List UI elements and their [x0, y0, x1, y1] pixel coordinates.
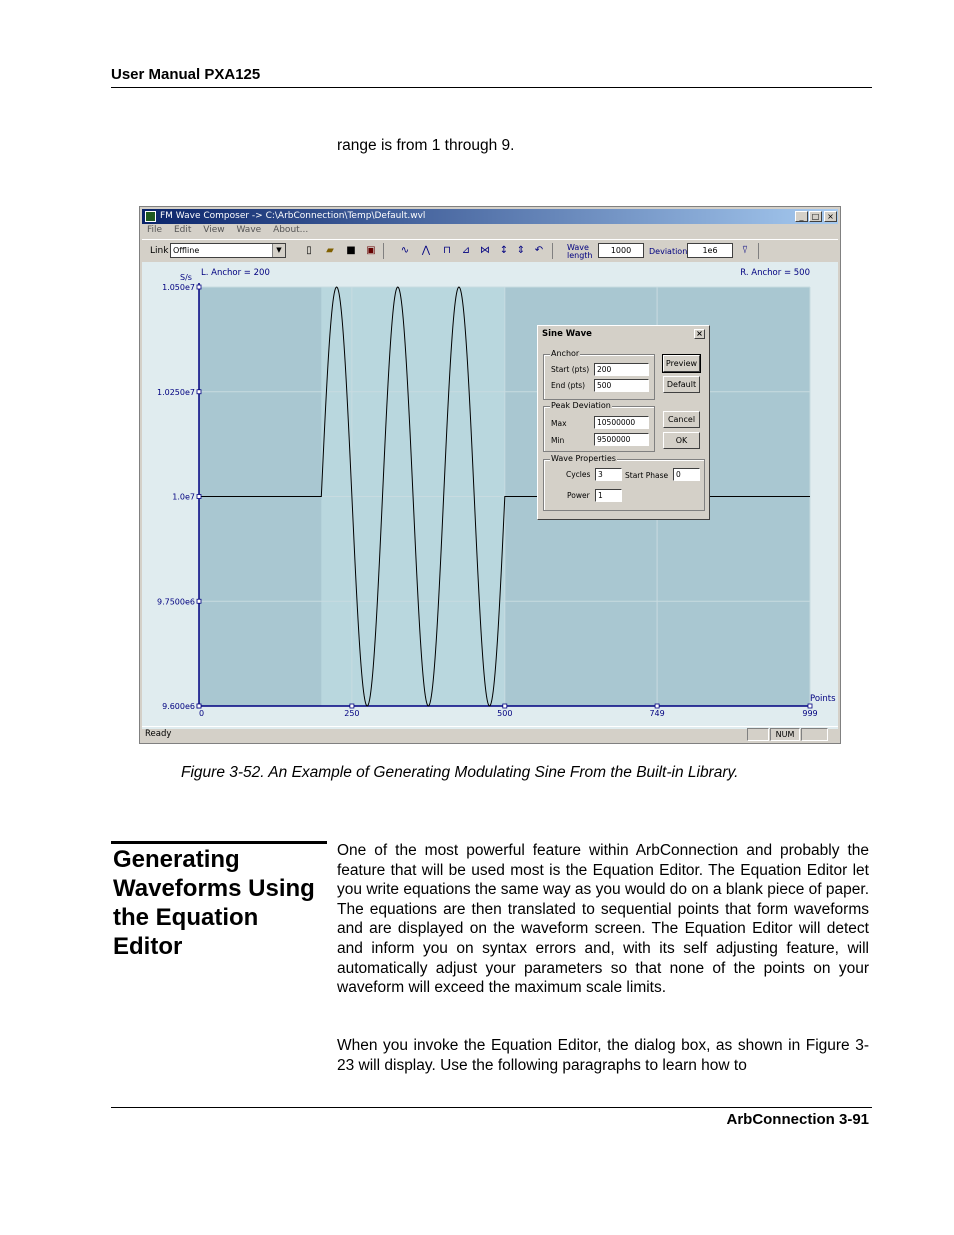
wave-properties-group: [543, 454, 705, 511]
wave-length-label-line1: Wave: [567, 243, 589, 252]
wave-length-input[interactable]: 1000: [598, 243, 644, 258]
anchor-group: [543, 349, 655, 400]
toolbar-separator: [383, 243, 384, 259]
x-tick-marker: [503, 704, 507, 708]
status-ready: Ready: [145, 729, 172, 739]
cycles-input[interactable]: 3: [595, 468, 622, 481]
status-num: NUM: [770, 728, 800, 741]
power-label: Power: [567, 491, 590, 500]
default-button[interactable]: Default: [663, 376, 700, 393]
start-label: Start (pts): [551, 365, 590, 374]
x-tick-label: 0: [199, 709, 205, 718]
left-anchor-label: L. Anchor = 200: [201, 268, 270, 278]
min-input[interactable]: 9500000: [594, 433, 649, 446]
ok-button[interactable]: OK: [663, 432, 700, 449]
max-input[interactable]: 10500000: [594, 416, 649, 429]
end-input[interactable]: 500: [594, 379, 649, 392]
status-panel: [801, 728, 828, 741]
menu-file[interactable]: File: [147, 225, 163, 235]
dialog-close-icon[interactable]: ×: [694, 329, 705, 339]
x-axis-label: Points: [810, 694, 836, 704]
waveform-chart: [142, 262, 838, 729]
section-heading-rule: [111, 841, 327, 844]
anchor-group-label: Anchor: [551, 349, 580, 358]
toolbar: [142, 239, 838, 263]
preview-button[interactable]: Preview: [663, 355, 700, 372]
deviation-input[interactable]: 1e6: [687, 243, 733, 258]
title-bar: [142, 209, 838, 224]
y-tick-marker: [197, 495, 201, 499]
cancel-button[interactable]: Cancel: [663, 411, 700, 428]
dialog-title-bar: [540, 328, 707, 341]
menu-bar: [142, 225, 838, 238]
app-window-screenshot: [139, 206, 841, 744]
waveform-plot-area[interactable]: [142, 262, 838, 729]
paragraph-2: When you invoke the Equation Editor, the dialog box, as shown in Figure 3-23 will display. Use the following paragraphs to learn how to: [337, 1037, 869, 1074]
x-tick-marker: [655, 704, 659, 708]
start-input[interactable]: 200: [594, 363, 649, 376]
dialog-title: Sine Wave: [542, 329, 592, 339]
link-select-value: Offline: [173, 246, 200, 255]
ramp-wave-icon[interactable]: ⊿: [461, 245, 471, 256]
save-as-icon[interactable]: ▣: [366, 245, 376, 256]
right-anchor-label: R. Anchor = 500: [740, 268, 810, 278]
open-folder-icon[interactable]: ▰: [326, 245, 334, 256]
toolbar-separator: [552, 243, 553, 259]
apply-icon[interactable]: ⍢: [742, 245, 748, 256]
x-tick-marker: [808, 704, 812, 708]
menu-about[interactable]: About...: [273, 225, 309, 235]
menu-edit[interactable]: Edit: [173, 225, 192, 235]
noise-wave-icon[interactable]: ⋈: [480, 245, 490, 256]
link-select[interactable]: [170, 243, 286, 258]
peak-deviation-group-label: Peak Deviation: [551, 401, 611, 410]
wave-length-label-line2: length: [567, 251, 593, 260]
minimize-icon[interactable]: _: [795, 211, 808, 222]
square-wave-icon[interactable]: ⊓: [443, 245, 451, 256]
menu-view[interactable]: View: [203, 225, 225, 235]
undo-icon[interactable]: ↶: [534, 245, 544, 256]
section-heading: Generating Waveforms Using the Equation Editor: [113, 846, 315, 960]
y-tick-marker: [197, 390, 201, 394]
intro-line: range is from 1 through 9.: [337, 137, 515, 154]
footer-rule: [111, 1107, 872, 1108]
deviation-label: Deviation: [649, 247, 688, 256]
new-file-icon[interactable]: ▯: [306, 245, 312, 256]
chevron-down-icon[interactable]: ▼: [272, 244, 285, 257]
scale-icon[interactable]: ⇕: [516, 245, 526, 256]
x-tick-label: 999: [802, 709, 818, 718]
sine-wave-dialog: [537, 325, 710, 520]
y-tick-label: 1.0e7: [172, 492, 195, 502]
end-label: End (pts): [551, 381, 586, 390]
x-tick-marker: [197, 704, 201, 708]
cycles-label: Cycles: [566, 470, 591, 479]
sine-wave-icon[interactable]: ∿: [400, 245, 410, 256]
page-header-title: User Manual PXA125: [111, 66, 261, 83]
status-panel: [747, 728, 769, 741]
start-phase-label: Start Phase: [625, 471, 669, 480]
status-bar: [142, 726, 838, 741]
power-input[interactable]: 1: [595, 489, 622, 502]
wave-length-label: [567, 244, 593, 260]
stretch-icon[interactable]: ↕: [499, 245, 509, 256]
toolbar-separator: [758, 243, 759, 259]
triangle-wave-icon[interactable]: ⋀: [421, 245, 431, 256]
y-tick-label: 9.600e6: [162, 702, 195, 711]
paragraph-1: One of the most powerful feature within ArbConnection and probably the feature that will be used most is the Equation Editor. The Equation Editor let you write equations the same way as you would do on a blank piece of paper. The equations are then translated to sequential points that form waveforms and are displayed on the waveform screen. The Equation Editor will detect and inform you on syntax errors and, with its self adjusting feature, will automatically adjust your parameters so that none of the points on your waveform will exceed the maximum scale limits.: [337, 842, 869, 997]
x-tick-label: 749: [649, 709, 665, 718]
figure-caption: Figure 3-52. An Example of Generating Modulating Sine From the Built-in Library.: [181, 764, 739, 781]
save-icon[interactable]: ■: [346, 245, 356, 256]
close-icon[interactable]: ×: [824, 211, 837, 222]
app-icon: [145, 211, 156, 222]
peak-deviation-group: [543, 401, 655, 452]
y-tick-marker: [197, 285, 201, 289]
maximize-icon[interactable]: □: [809, 211, 822, 222]
y-tick-label: 1.0250e7: [156, 387, 195, 397]
start-phase-input[interactable]: 0: [673, 468, 700, 481]
link-label: Link: [150, 246, 169, 256]
menu-wave[interactable]: Wave: [236, 225, 262, 235]
y-axis-label: S/s: [180, 273, 192, 282]
y-tick-label: 9.7500e6: [156, 597, 195, 607]
x-tick-label: 250: [344, 709, 360, 718]
wave-properties-group-label: Wave Properties: [551, 454, 616, 463]
y-tick-label: 1.050e7: [162, 283, 195, 292]
header-rule: [111, 87, 872, 88]
x-tick-marker: [350, 704, 354, 708]
x-tick-label: 500: [497, 709, 513, 718]
footer-text: ArbConnection 3-91: [726, 1111, 869, 1128]
y-tick-marker: [197, 599, 201, 603]
window-title: FM Wave Composer -> C:\ArbConnection\Temp\Default.wvl: [160, 211, 426, 221]
min-label: Min: [551, 436, 565, 445]
max-label: Max: [551, 419, 567, 428]
